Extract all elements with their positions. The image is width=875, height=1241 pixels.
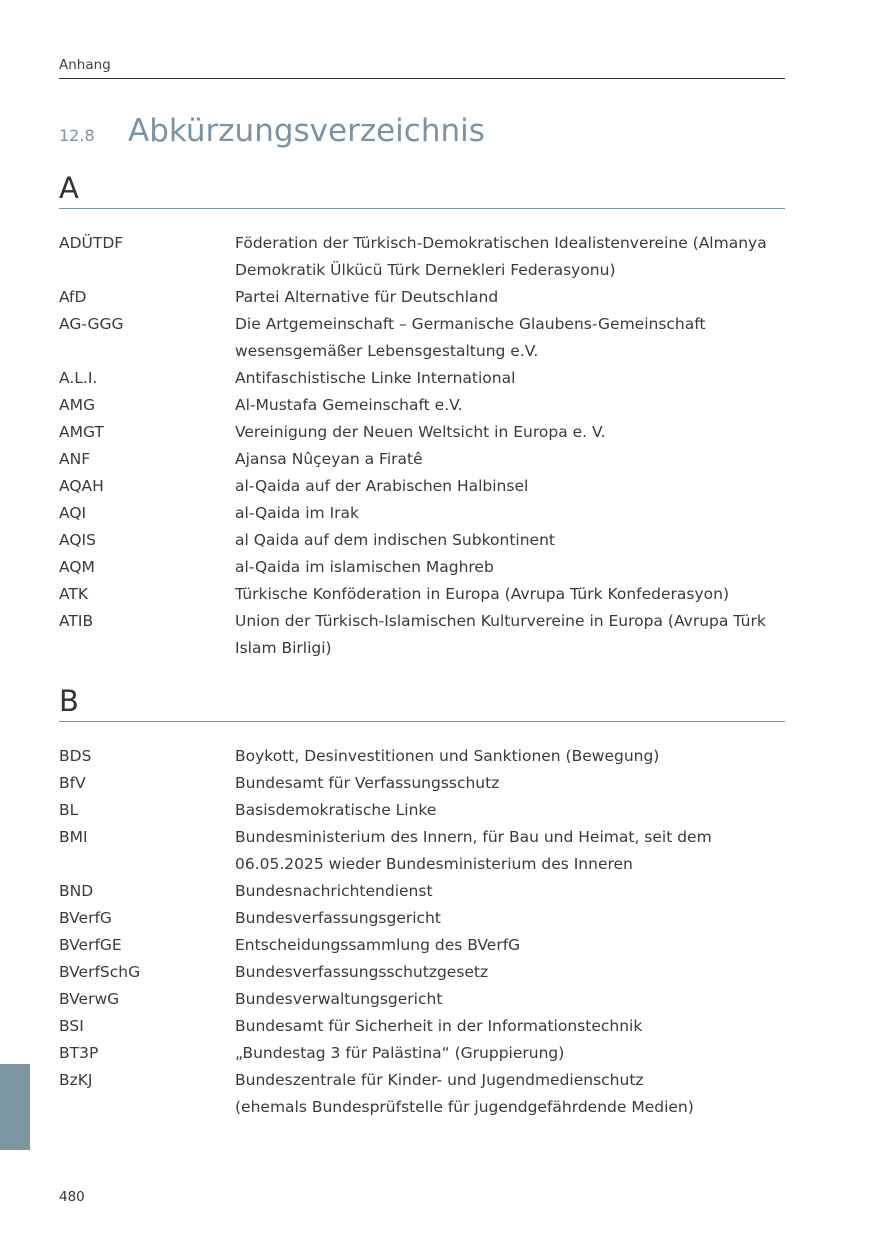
abbreviation-term: BT3P	[59, 1044, 99, 1062]
abbreviation-term: BMI	[59, 828, 88, 846]
abbreviation-definition	[235, 959, 785, 986]
definition-line: Bundesverfassungsschutzgesetz	[235, 963, 489, 981]
abbreviation-term: AMG	[59, 396, 95, 414]
abbreviation-definition	[235, 824, 785, 878]
definition-line: Bundesamt für Sicherheit in der Informationstechnik	[235, 1017, 643, 1035]
abbreviation-entry	[59, 446, 785, 473]
abbreviation-definition	[235, 446, 785, 473]
definition-line: al-Qaida im Irak	[235, 504, 359, 522]
abbreviation-list	[59, 230, 785, 662]
abbreviation-entry	[59, 878, 785, 905]
definition-line: Bundesministerium des Innern, für Bau und Heimat, seit dem	[235, 828, 712, 846]
definition-line: Demokratik Ülkücü Türk Dernekleri Federasyonu)	[235, 261, 616, 279]
definition-line: al-Qaida im islamischen Maghreb	[235, 558, 494, 576]
chapter-number: 12.8	[59, 126, 95, 145]
section-a	[59, 168, 785, 662]
abbreviation-term: ATK	[59, 585, 89, 603]
definition-line: Bundesnachrichtendienst	[235, 882, 433, 900]
abbreviation-definition	[235, 986, 785, 1013]
abbreviation-term: AG-GGG	[59, 315, 124, 333]
abbreviation-term: A.L.I.	[59, 369, 98, 387]
chapter-title: Abkürzungsverzeichnis	[128, 113, 485, 149]
definition-line: Al-Mustafa Gemeinschaft e.V.	[235, 396, 463, 414]
abbreviation-entry	[59, 500, 785, 527]
definition-line: Boykott, Desinvestitionen und Sanktionen (Bewegung)	[235, 747, 660, 765]
abbreviation-entry	[59, 797, 785, 824]
abbreviation-list	[59, 743, 785, 1121]
abbreviation-term: AQIS	[59, 531, 96, 549]
abbreviation-entry	[59, 527, 785, 554]
definition-line: Vereinigung der Neuen Weltsicht in Europa e. V.	[235, 423, 606, 441]
abbreviation-term: BfV	[59, 774, 86, 792]
abbreviation-definition	[235, 1013, 785, 1040]
abbreviation-term: AQM	[59, 558, 95, 576]
definition-line: wesensgemäßer Lebensgestaltung e.V.	[235, 342, 539, 360]
running-head	[59, 57, 785, 79]
definition-line: Islam Birligi)	[235, 639, 332, 657]
abbreviation-definition	[235, 770, 785, 797]
definition-line: Föderation der Türkisch-Demokratischen Idealistenvereine (Almanya	[235, 234, 767, 252]
definition-line: (ehemals Bundesprüfstelle für jugendgefährdende Medien)	[235, 1098, 694, 1116]
section-letter: A	[59, 168, 785, 209]
definition-line: Bundesamt für Verfassungsschutz	[235, 774, 500, 792]
abbreviation-term: AMGT	[59, 423, 104, 441]
abbreviation-term: ANF	[59, 450, 91, 468]
abbreviation-definition	[235, 878, 785, 905]
abbreviation-definition	[235, 500, 785, 527]
abbreviation-entry	[59, 554, 785, 581]
section-letter: B	[59, 681, 785, 722]
abbreviation-definition	[235, 932, 785, 959]
definition-line: al-Qaida auf der Arabischen Halbinsel	[235, 477, 529, 495]
abbreviation-entry	[59, 581, 785, 608]
abbreviation-term: BVerwG	[59, 990, 120, 1008]
definition-line: Bundesverfassungsgericht	[235, 909, 441, 927]
abbreviation-definition	[235, 905, 785, 932]
abbreviation-term: BVerfG	[59, 909, 112, 927]
running-head-title: Anhang	[59, 57, 111, 73]
abbreviation-entry	[59, 824, 785, 878]
abbreviation-definition	[235, 284, 785, 311]
abbreviation-definition	[235, 797, 785, 824]
abbreviation-entry	[59, 905, 785, 932]
abbreviation-definition	[235, 473, 785, 500]
abbreviation-definition	[235, 554, 785, 581]
definition-line: Bundesverwaltungsgericht	[235, 990, 443, 1008]
definition-line: Antifaschistische Linke International	[235, 369, 516, 387]
definition-line: Die Artgemeinschaft – Germanische Glaubens-Gemeinschaft	[235, 315, 706, 333]
abbreviation-term: BND	[59, 882, 94, 900]
abbreviation-term: BVerfSchG	[59, 963, 141, 981]
abbreviation-entry	[59, 473, 785, 500]
abbreviation-term: BL	[59, 801, 79, 819]
abbreviation-entry	[59, 770, 785, 797]
definition-line: Basisdemokratische Linke	[235, 801, 437, 819]
abbreviation-term: BVerfGE	[59, 936, 122, 954]
abbreviation-term: AfD	[59, 288, 87, 306]
abbreviation-definition	[235, 392, 785, 419]
abbreviation-definition	[235, 581, 785, 608]
abbreviation-term: ADÜTDF	[59, 234, 124, 252]
page-number: 480	[59, 1189, 85, 1205]
abbreviation-definition	[235, 608, 785, 662]
section-b	[59, 681, 785, 1121]
abbreviation-entry	[59, 1040, 785, 1067]
definition-line: Union der Türkisch-Islamischen Kulturvereine in Europa (Avrupa Türk	[235, 612, 766, 630]
abbreviation-definition	[235, 743, 785, 770]
abbreviation-definition	[235, 1040, 785, 1067]
abbreviation-entry	[59, 986, 785, 1013]
definition-line: Türkische Konföderation in Europa (Avrupa Türk Konfederasyon)	[235, 585, 730, 603]
abbreviation-entry	[59, 743, 785, 770]
abbreviation-term: AQI	[59, 504, 87, 522]
abbreviation-entry	[59, 392, 785, 419]
abbreviation-definition	[235, 1067, 785, 1121]
definition-line: 06.05.2025 wieder Bundesministerium des Inneren	[235, 855, 633, 873]
abbreviation-entry	[59, 365, 785, 392]
abbreviation-entry	[59, 959, 785, 986]
abbreviation-definition	[235, 419, 785, 446]
abbreviation-term: BSI	[59, 1017, 84, 1035]
abbreviation-entry	[59, 230, 785, 284]
abbreviation-term: BzKJ	[59, 1071, 93, 1089]
abbreviation-definition	[235, 311, 785, 365]
abbreviation-definition	[235, 230, 785, 284]
definition-line: Entscheidungssammlung des BVerfG	[235, 936, 521, 954]
abbreviation-entry	[59, 311, 785, 365]
abbreviation-term: BDS	[59, 747, 92, 765]
abbreviation-entry	[59, 932, 785, 959]
abbreviation-entry	[59, 608, 785, 662]
abbreviation-entry	[59, 419, 785, 446]
chapter-thumb-tab	[0, 1064, 30, 1150]
chapter-heading	[59, 113, 785, 149]
abbreviation-entry	[59, 1013, 785, 1040]
definition-line: Bundeszentrale für Kinder- und Jugendmedienschutz	[235, 1071, 644, 1089]
abbreviation-entry	[59, 1067, 785, 1121]
definition-line: „Bundestag 3 für Palästina“ (Gruppierung)	[235, 1044, 565, 1062]
abbreviation-entry	[59, 284, 785, 311]
abbreviation-definition	[235, 365, 785, 392]
definition-line: Ajansa Nûçeyan a Firatê	[235, 450, 423, 468]
definition-line: al Qaida auf dem indischen Subkontinent	[235, 531, 555, 549]
abbreviation-term: ATIB	[59, 612, 94, 630]
abbreviation-term: AQAH	[59, 477, 104, 495]
definition-line: Partei Alternative für Deutschland	[235, 288, 499, 306]
abbreviation-definition	[235, 527, 785, 554]
